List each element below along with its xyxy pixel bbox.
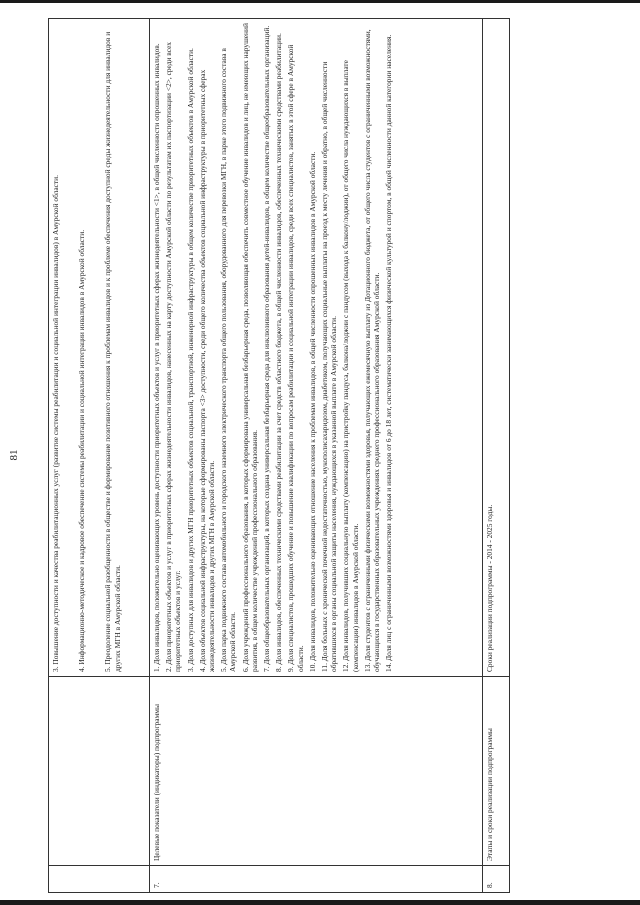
list-item: 6. Доля учреждений профессионального образования, в которых сформирована универсальная безбарьерная среда, позволяющая обеспечить совместное обучение инвалидов и лиц, не имеющих нарушений развития, в общем количестве учреждений профессионального образования. — [240, 23, 259, 672]
row-number: 7. — [150, 866, 483, 893]
list-item: 11. Доля больных с хронической почечной недостаточностью, мукополисахаридозом, диабетиком, получающих социальные выплаты на проезд к месту лечения и обратно, в общей численности обратившихся в органы социальной защиты населения, нуждающихся в указанной выплате в Амурской области. — [320, 61, 339, 672]
list-item: 10. Доля инвалидов, положительно оценивающих отношение населения к проблемам инвалидов, в общей численности опрошенных инвалидов в Амурской области. — [307, 151, 317, 672]
program-table — [48, 18, 510, 893]
list-item: 4. Доля объектов социальной инфраструктуры, на которые сформированы паспорта <3> доступности, среди общего количества объектов социальной инфраструктуры в приоритетных сферах жизнедеятельности инвалидов и других МГН в Амурской области. — [197, 69, 217, 672]
list-item: 1. Доля инвалидов, положительно оценивающих уровень доступности приоритетных объектов и услуг в приоритетных сферах жизнедеятельности <1>, в общей численности опрошенных инвалидов. — [152, 43, 161, 672]
list-item: 5. Преодоление социальной разобщенности в обществе и формирование позитивного отношения к проблемам инвалидов и к проблеме обеспечения доступной среды жизнедеятельности для инвалидов и других МГН в Амурской области. — [103, 31, 122, 672]
list-item: 8. Доля инвалидов, обеспеченных техническими средствами реабилитации за счет средств областного бюджета, в общей численности инвалидов, обеспеченных техническими средствами реабилитации. — [274, 33, 284, 672]
table-row-indicators — [150, 19, 483, 893]
page-number: 81 — [8, 449, 20, 461]
list-item: 7. Доля общеобразовательных организаций, в которых создана универсальная безбарьерная среда для инклюзивного образования детей-инвалидов, в общем количестве общеобразовательных организаций. — [262, 25, 272, 672]
list-item: 9. Доля специалистов, прошедших обучение и повышение квалификации по вопросам реабилитации и социальной интеграции инвалидов, среди всех специалистов, занятых в этой сфере в Амурской области. — [286, 44, 305, 672]
list-item: 5. Доля парка подвижного состава автомобильного и городского наземного электрического транспорта общего пользования, оборудованного для перевозки МГН, в парке этого подвижного состава в Амурской области. — [219, 48, 238, 672]
table-row-terms — [483, 19, 510, 893]
list-item: 12. Доля инвалидов, получивших социальную выплату (компенсацию) на пристройку пандуса, балкона/лоджии с пандусом (выхода к балкону/лоджии), от общего числа нуждающихся в выплате (компенсации) инвалидов в Амурской области. — [341, 60, 360, 672]
list-item: 14. Доля лиц с ограниченными возможностями здоровья и инвалидов от 6 до 18 лет, систематически занимающихся физической культурой и спортом, в общей численности данной категории населения. — [384, 34, 394, 672]
row-content-indicators — [150, 19, 483, 677]
list-item: 2. Доля приоритетных объектов и услуг в приоритетных сферах жизнедеятельности инвалидов, нанесенных на карту доступности Амурской области по результатам их паспортизации <2>, среди всех приоритетных объектов и услуг. — [164, 41, 183, 672]
list-item: 3. Доля доступных для инвалидов и других МГН приоритетных объектов социальной, транспортной, инженерной инфраструктуры в общем количестве приоритетных объектов в Амурской области. — [185, 48, 195, 672]
list-item: 13. Доля студентов с ограниченными физическими возможностями здоровья, получающих ежемесячную выплату из Дотационного бюджета, от общего числа студентов с ограниченными возможностями, обучающихся в государственных образовательных учреждениях среднего профессионального образования Амурской области. — [362, 29, 382, 672]
row-number — [49, 866, 150, 893]
row-content-terms: Сроки реализации подпрограммы - 2014 - 2025 годы. — [483, 19, 510, 677]
table-row-tasks — [49, 19, 150, 893]
row-content-tasks — [49, 19, 150, 677]
list-item: 3. Повышение доступности и качества реабилитационных услуг (развитие системы реабилитации и социальной интеграции инвалидов) в Амурской области. — [51, 175, 60, 672]
row-label: Целевые показатели (индикаторы) подпрограммы — [150, 677, 483, 866]
list-item: 4. Информационно-методическое и кадровое обеспечение системы реабилитации и социальной интеграции инвалидов в Амурской области. — [77, 229, 87, 672]
row-label: Этапы и сроки реализации подпрограммы — [483, 677, 510, 866]
row-number: 8. — [483, 866, 510, 893]
row-label — [49, 677, 150, 866]
